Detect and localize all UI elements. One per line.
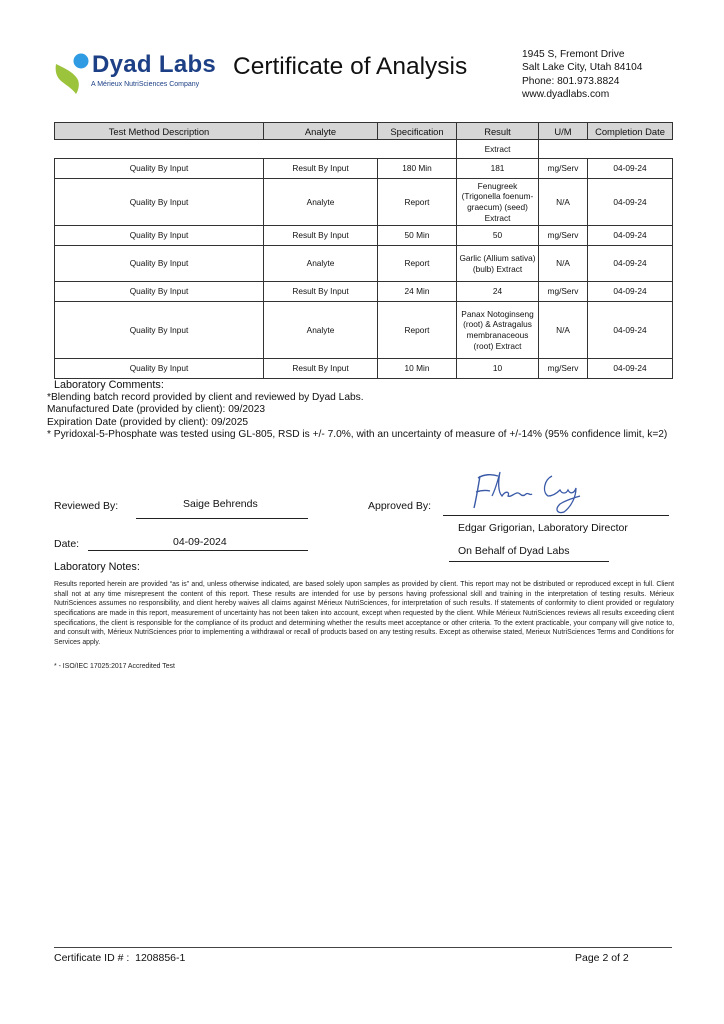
notes-disclaimer: Results reported herein are provided “as is” and, unless otherwise indicated, are based solely upon samples as provided by client. This report may not be distributed or reproduced except in full. Client shall not at any time misrepresent the content of this report. These results are intended for use by persons having professional skill and training in the interpretation of testing results. Mérieux NutriSciences assumes no responsibility, and client hereby waives all claims against Mérieux NutriSciences, for interpretation of such results. If statements of conformity to client provided or regulatory specifications are made in this report, measurement of uncertainty has not been taken into account, except when requested by the client. While Mérieux NutriSciences reviews all results exceeding client specifications, the client is responsible for the compliance of its product and determining whether the results meet acceptance or other criteria. To the extent practicable, your company will give notice to, and consult with, Mérieux NutriSciences prior to implementing a withdrawal or recall of products based on any testing results. Except as otherwise stated, Merieux NutriSciences Terms and Conditions for Services apply. bbox=[54, 581, 674, 646]
address-phone: Phone: 801.973.8824 bbox=[522, 75, 620, 87]
cell-um: mg/Serv bbox=[539, 226, 588, 246]
certificate-id bbox=[54, 952, 185, 964]
page-number: Page 2 of 2 bbox=[575, 952, 629, 964]
address-website[interactable]: www.dyadlabs.com bbox=[522, 89, 610, 101]
comments-heading: Laboratory Comments: bbox=[54, 379, 164, 391]
on-behalf-line bbox=[449, 561, 609, 562]
cell-spec: Report bbox=[378, 179, 457, 226]
column-header-um: U/M bbox=[539, 123, 588, 140]
column-header-analyte: Analyte bbox=[264, 123, 378, 140]
cell-um: N/A bbox=[539, 302, 588, 359]
cell-analyte: Result By Input bbox=[264, 159, 378, 179]
comment-line: Manufactured Date (provided by client): 09/2023 bbox=[47, 404, 266, 416]
cell-date: 04-09-24 bbox=[588, 226, 673, 246]
cell-method: Quality By Input bbox=[55, 282, 264, 302]
table-row-continuation bbox=[55, 140, 673, 159]
column-header-test-method: Test Method Description bbox=[55, 123, 264, 140]
company-address bbox=[522, 48, 642, 102]
cell-method: Quality By Input bbox=[55, 159, 264, 179]
address-city: Salt Lake City, Utah 84104 bbox=[522, 62, 643, 74]
cell-result: Extract bbox=[457, 140, 539, 159]
cell-um: N/A bbox=[539, 179, 588, 226]
cell-result: 24 bbox=[457, 282, 539, 302]
cell-method: Quality By Input bbox=[55, 226, 264, 246]
logo-tagline: A Mérieux NutriSciences Company bbox=[91, 81, 200, 88]
column-header-specification: Specification bbox=[378, 123, 457, 140]
table-header-row bbox=[55, 123, 673, 140]
document-title: Certificate of Analysis bbox=[233, 53, 468, 80]
cell-analyte: Analyte bbox=[264, 179, 378, 226]
column-header-completion-date: Completion Date bbox=[588, 123, 673, 140]
cell-date: 04-09-24 bbox=[588, 302, 673, 359]
table-row bbox=[55, 246, 673, 282]
address-street: 1945 S, Fremont Drive bbox=[522, 49, 625, 60]
cell-spec: 180 Min bbox=[378, 159, 457, 179]
laboratory-comments bbox=[47, 379, 677, 442]
approved-by-line bbox=[443, 515, 669, 516]
cell-result: Fenugreek (Trigonella foenum-graecum) (seed) Extract bbox=[457, 179, 539, 226]
cell-um: N/A bbox=[539, 246, 588, 282]
footer-divider bbox=[54, 947, 672, 948]
cell-um: mg/Serv bbox=[539, 359, 588, 379]
cell-date: 04-09-24 bbox=[588, 159, 673, 179]
reviewed-by-name: Saige Behrends bbox=[183, 498, 258, 510]
approved-by-label: Approved By: bbox=[368, 500, 432, 512]
cell-spec: 50 Min bbox=[378, 226, 457, 246]
cell-method: Quality By Input bbox=[55, 302, 264, 359]
logo-wordmark: Dyad Labs bbox=[92, 51, 217, 78]
cell-date: 04-09-24 bbox=[588, 282, 673, 302]
cell-result: 50 bbox=[457, 226, 539, 246]
comment-line: *Blending batch record provided by client and reviewed by Dyad Labs. bbox=[47, 391, 364, 403]
cell-result: 10 bbox=[457, 359, 539, 379]
cell-method: Quality By Input bbox=[55, 246, 264, 282]
table-row bbox=[55, 302, 673, 359]
date-value: 04-09-2024 bbox=[173, 536, 227, 548]
cell-method: Quality By Input bbox=[55, 179, 264, 226]
cell-um: mg/Serv bbox=[539, 282, 588, 302]
cell-um: mg/Serv bbox=[539, 159, 588, 179]
cell-result: Garlic (Allium sativa) (bulb) Extract bbox=[457, 246, 539, 282]
table-row bbox=[55, 226, 673, 246]
column-header-result: Result bbox=[457, 123, 539, 140]
cell-method: Quality By Input bbox=[55, 359, 264, 379]
cell-spec: 10 Min bbox=[378, 359, 457, 379]
cell-analyte: Analyte bbox=[264, 246, 378, 282]
date-label: Date: bbox=[54, 538, 80, 550]
cell-date: 04-09-24 bbox=[588, 179, 673, 226]
notes-heading: Laboratory Notes: bbox=[54, 561, 140, 573]
table-row bbox=[55, 282, 673, 302]
cell-analyte: Result By Input bbox=[264, 359, 378, 379]
approver-on-behalf: On Behalf of Dyad Labs bbox=[458, 545, 570, 557]
cell-result: Panax Notoginseng (root) & Astragalus membranaceous (root) Extract bbox=[457, 302, 539, 359]
logo-leaf-icon bbox=[54, 50, 94, 94]
cell-spec: 24 Min bbox=[378, 282, 457, 302]
reviewed-by-label: Reviewed By: bbox=[54, 500, 119, 512]
comment-line: * Pyridoxal-5-Phosphate was tested using GL-805, RSD is +/- 7.0%, with an uncertainty of measure of +/-14% (95% confidence limit, k=2) bbox=[47, 429, 668, 441]
results-table bbox=[54, 122, 673, 379]
reviewed-by-line bbox=[136, 518, 308, 519]
company-logo bbox=[54, 50, 254, 98]
accreditation-note: * - ISO/IEC 17025:2017 Accredited Test bbox=[54, 663, 175, 670]
table-row bbox=[55, 159, 673, 179]
cell-analyte: Result By Input bbox=[264, 226, 378, 246]
comment-line: Expiration Date (provided by client): 09/2025 bbox=[47, 416, 249, 428]
cell-analyte: Result By Input bbox=[264, 282, 378, 302]
cell-date: 04-09-24 bbox=[588, 359, 673, 379]
cell-spec: Report bbox=[378, 246, 457, 282]
cell-date: 04-09-24 bbox=[588, 246, 673, 282]
date-line bbox=[88, 550, 308, 551]
cell-spec: Report bbox=[378, 302, 457, 359]
approver-name-title: Edgar Grigorian, Laboratory Director bbox=[458, 522, 628, 534]
table-row bbox=[55, 359, 673, 379]
cell-result: 181 bbox=[457, 159, 539, 179]
approver-signature-icon bbox=[468, 466, 588, 516]
certificate-id-label: Certificate ID # : bbox=[54, 952, 130, 964]
cell-analyte: Analyte bbox=[264, 302, 378, 359]
certificate-id-value: 1208856-1 bbox=[135, 952, 186, 964]
table-row bbox=[55, 179, 673, 226]
